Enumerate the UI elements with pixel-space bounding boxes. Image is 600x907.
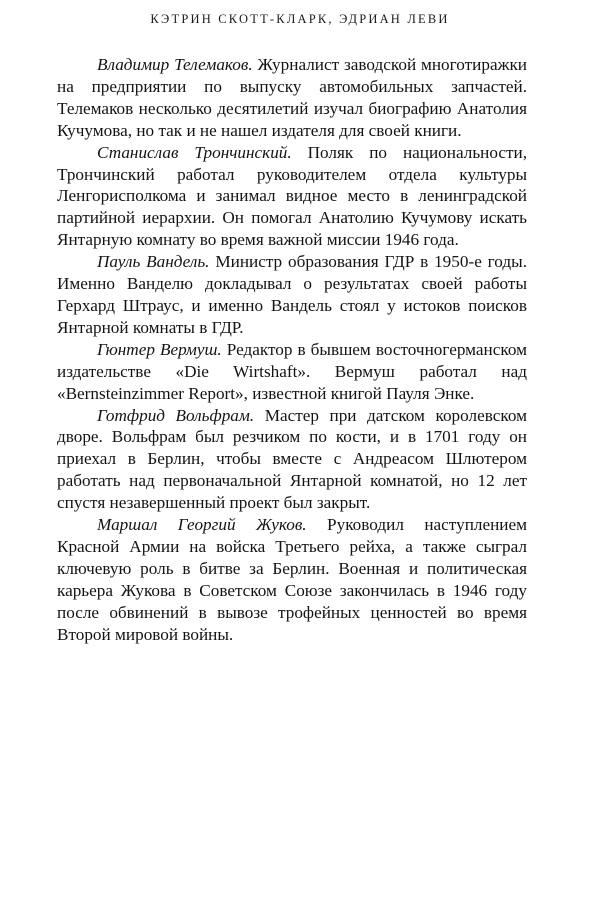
entry-marshal-zhukov [57, 514, 527, 645]
entry-text: Мастер при датском королевском дворе. Вольфрам был резчиком по кости, и в 1701 году он приехал в Берлин, чтобы вместе с Андреасом Шлютером работать над первоначальной Янтарной комнатой, но 12 лет спустя незавершенный проект был закрыт. [57, 405, 527, 513]
entry-name: Гюнтер Вермуш. [97, 339, 222, 359]
entry-paul-wandel [57, 251, 527, 339]
entry-name: Пауль Вандель. [97, 252, 210, 272]
page-body [57, 54, 527, 645]
entry-text: Журналист заводской многотиражки на предприятии по выпуску автомобильных запчастей. Телемаков несколько десятилетий изучал биографию Анатолия Кучумова, но так и не нашел издателя для своей книги. [57, 55, 527, 140]
entry-name: Готфрид Вольфрам. [97, 405, 255, 425]
entry-text: Руководил наступлением Красной Армии на войска Третьего рейха, а также сыграл ключевую роль в битве за Берлин. Военная и политическая карьера Жукова в Советском Союзе закончилась в 1946 году после обвинений в вывозе трофейных ценностей во время Второй мировой войны. [57, 515, 527, 644]
entry-gottfried-wolfram [57, 405, 527, 515]
entry-text: Поляк по национальности, Трончинский работал руководителем отдела культуры Ленгорисполкома и занимал видное место в ленинградской партийной иерархии. Он помогал Анатолию Кучумову искать Янтарную комнату во время важной миссии 1946 года. [57, 142, 528, 250]
entry-name: Владимир Телемаков. [97, 55, 253, 74]
entry-name: Маршал Георгий Жуков. [97, 515, 307, 535]
entry-vladimir-telemakov [57, 54, 527, 142]
entry-text: Редактор в бывшем восточногерманском издательстве «Die Wirtshaft». Вермуш работал над «Bernsteinzimmer Report», известной книгой Пауля Энке. [57, 339, 527, 403]
entry-gunter-wermusch [57, 339, 527, 405]
running-head: КЭТРИН СКОТТ-КЛАРК, ЭДРИАН ЛЕВИ [150, 12, 450, 26]
entry-stanislav-tronchinsky [57, 142, 527, 252]
entry-text: Министр образования ГДР в 1950-е годы. Именно Ванделю докладывал о результатах своей работы Герхард Штраус, и именно Вандель стоял у истоков поисков Янтарной комнаты в ГДР. [57, 252, 527, 337]
entry-name: Станислав Трончинский. [97, 142, 292, 162]
